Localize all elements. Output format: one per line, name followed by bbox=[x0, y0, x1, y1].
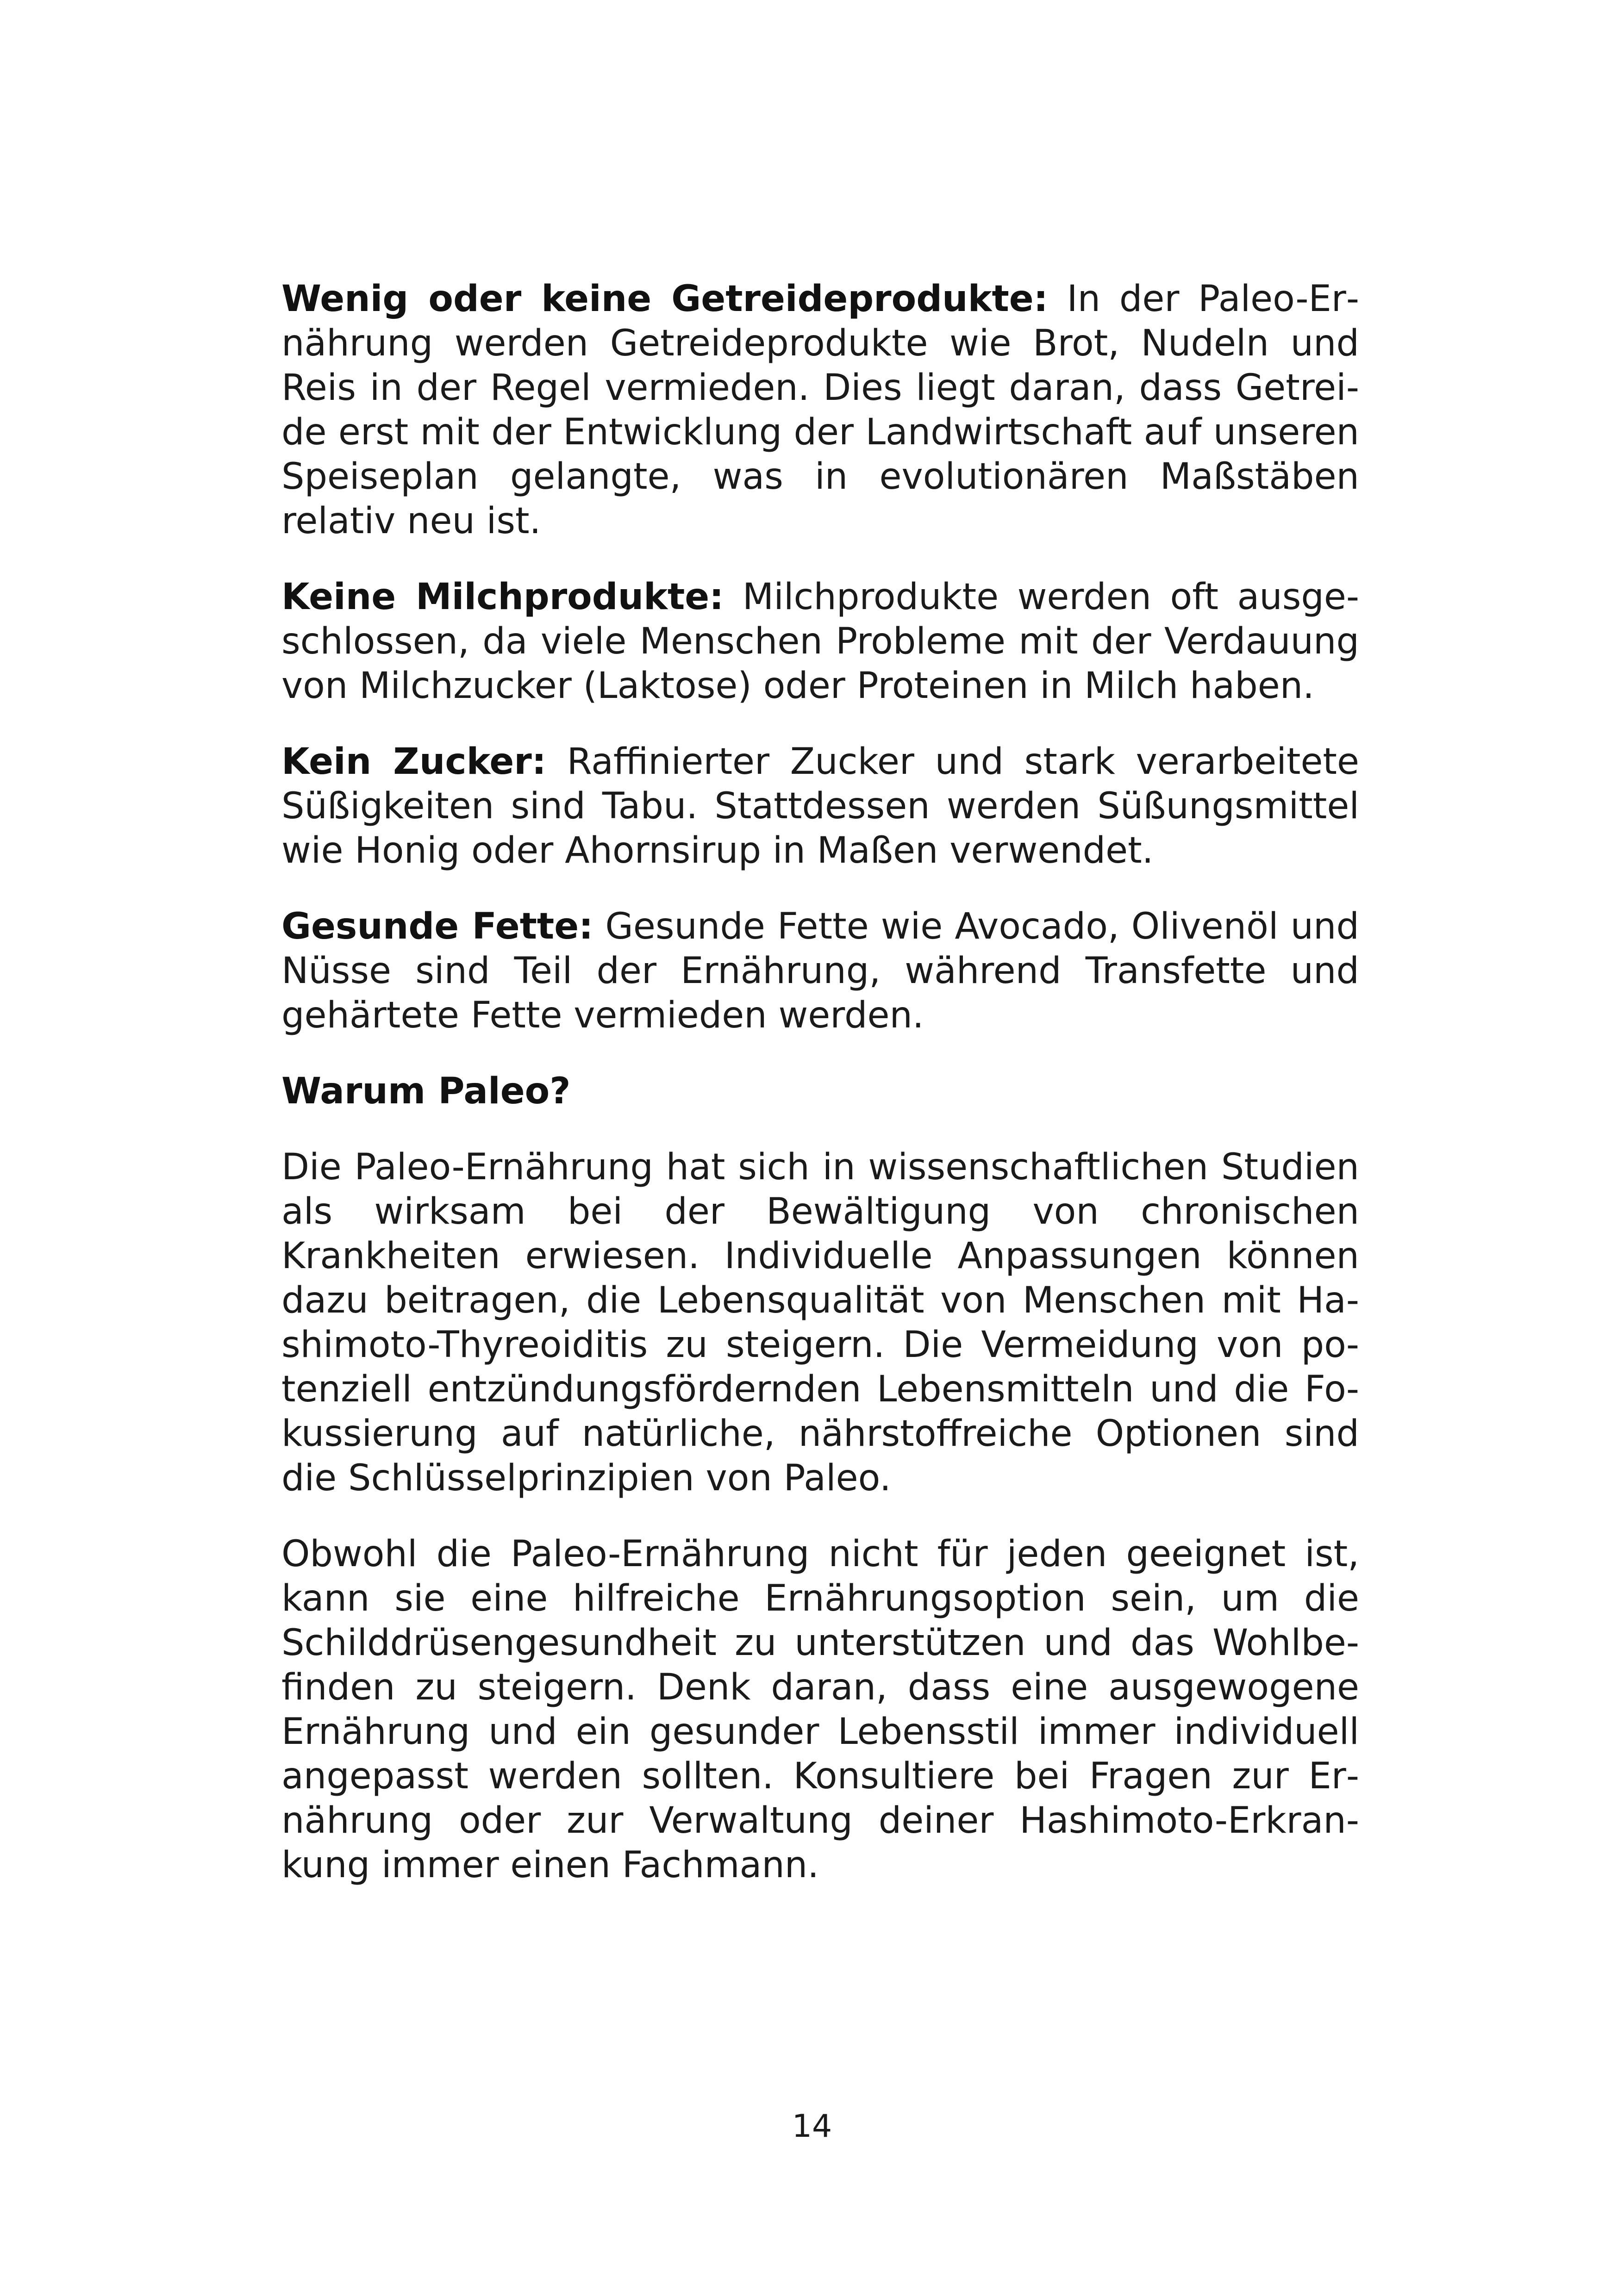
paragraph-lead: Wenig oder keine Getreideprodukte: bbox=[281, 278, 1048, 320]
paragraph-lead: Keine Milchprodukte: bbox=[281, 576, 724, 618]
body-paragraph: Die Paleo-Ernährung hat sich in wissenschaftlichen Studien als wirksam bei der Bewältigung von chronischen Krankheiten erwiesen. Individuelle Anpassungen können dazu beitragen, die Lebensqualität von Menschen mit Hashimoto-Thyreoiditis zu steigern. Die Vermeidung von potenziell entzündungsfördernden Lebensmitteln und die Fokussierung auf natürliche, nährstoffreiche Optionen sind die Schlüsselprinzipien von Paleo. bbox=[281, 1146, 1359, 1499]
paragraph-text: Gesunde Fette wie Avocado, Olivenöl und Nüsse sind Teil der Ernährung, während Transfette und gehärtete Fette vermieden werden. bbox=[281, 906, 1359, 1036]
paragraph-lead: Gesunde Fette: bbox=[281, 906, 593, 947]
paragraph-text: Raffinierter Zucker und stark verarbeitete Süßigkeiten sind Tabu. Stattdessen werden Süßungsmittel wie Honig oder Ahornsirup in Maßen verwendet. bbox=[281, 741, 1360, 871]
paragraph-sugar bbox=[281, 740, 1359, 873]
page-content bbox=[281, 277, 1359, 1919]
paragraph-dairy-products bbox=[281, 575, 1359, 708]
paragraph-lead: Kein Zucker: bbox=[281, 741, 546, 783]
paragraph-healthy-fats bbox=[281, 904, 1359, 1038]
page-number: 14 bbox=[792, 2108, 832, 2145]
section-heading: Warum Paleo? bbox=[281, 1070, 571, 1112]
paragraph-text: Milchprodukte werden oft ausgeschlossen, da viele Menschen Probleme mit der Verdauung von Milchzucker (Laktose) oder Proteinen in Milch haben. bbox=[281, 576, 1359, 707]
paragraph-grain-products bbox=[281, 277, 1359, 543]
paragraph-text: In der Paleo-Ernährung werden Getreideprodukte wie Brot, Nudeln und Reis in der Regel vermieden. Dies liegt daran, dass Getreide erst mit der Entwicklung der Landwirtschaft auf unseren Speiseplan gelangte, was in evolutionären Maßstäben relativ neu ist. bbox=[281, 278, 1359, 542]
body-paragraph: Obwohl die Paleo-Ernährung nicht für jeden geeignet ist, kann sie eine hilfreiche Ernährungsoption sein, um die Schilddrüsengesundheit zu unterstützen und das Wohlbefinden zu steigern. Denk daran, dass eine ausgewogene Ernährung und ein gesunder Lebensstil immer individuell angepasst werden sollten. Konsultiere bei Fragen zur Ernährung oder zur Verwaltung deiner Hashimoto-Erkrankung immer einen Fachmann. bbox=[281, 1533, 1359, 1886]
